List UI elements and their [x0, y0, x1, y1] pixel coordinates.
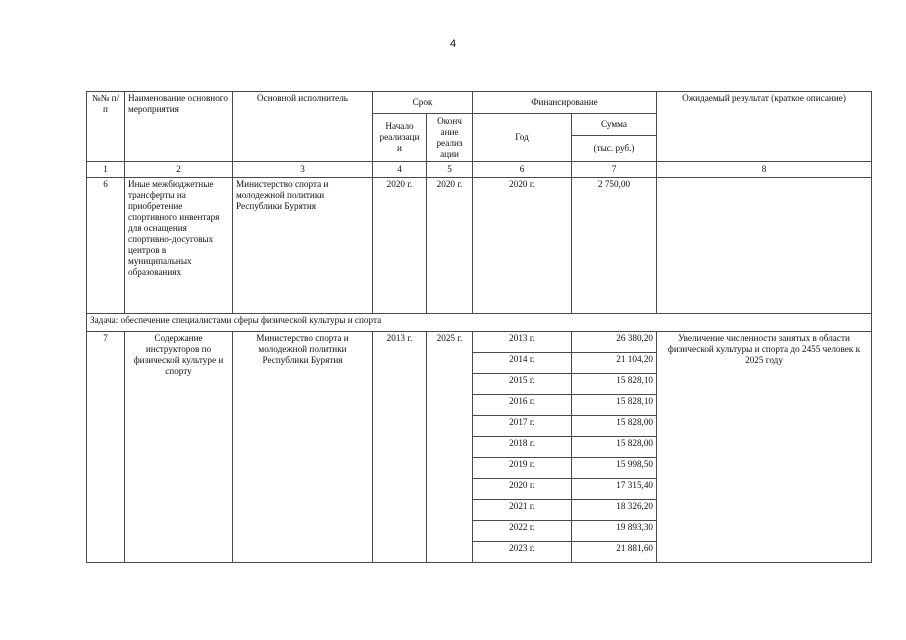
column-number: 2 — [125, 162, 233, 178]
row-end: 2025 г. — [427, 332, 473, 563]
header-executor: Основной исполнитель — [233, 92, 373, 162]
financing-year: 2017 г. — [473, 416, 572, 437]
financing-year: 2015 г. — [473, 374, 572, 395]
row-num: 6 — [87, 178, 125, 314]
financing-sum: 21 104,20 — [572, 353, 657, 374]
financing-sum: 15 998,50 — [572, 458, 657, 479]
column-number: 5 — [427, 162, 473, 178]
column-number: 7 — [572, 162, 657, 178]
financing-sum: 15 828,00 — [572, 437, 657, 458]
financing-sum: 21 881,60 — [572, 542, 657, 563]
header-sum: Сумма — [572, 114, 657, 136]
column-number: 8 — [657, 162, 872, 178]
row-executor: Министерство спорта и молодежной политики Республики Бурятия — [233, 178, 373, 314]
row-start: 2013 г. — [373, 332, 427, 563]
header-financing: Финансирование — [473, 92, 657, 114]
row-result — [657, 178, 872, 314]
financing-year: 2019 г. — [473, 458, 572, 479]
financing-year: 2013 г. — [473, 332, 572, 353]
header-result: Ожидаемый результат (краткое описание) — [657, 92, 872, 162]
financing-sum: 18 326,20 — [572, 500, 657, 521]
row-name: Иные межбюджетные трансферты на приобретение спортивного инвентаря для оснащения спортивно-досуговых центров в муниципальных образованиях — [125, 178, 233, 314]
financing-sum: 17 315,40 — [572, 479, 657, 500]
row-result: Увеличение численности занятых в области физической культуры и спорта до 2455 человек к 2025 году — [657, 332, 872, 563]
program-table — [86, 91, 872, 563]
row-end: 2020 г. — [427, 178, 473, 314]
financing-sum: 15 828,10 — [572, 374, 657, 395]
header-num: №№ п/п — [87, 92, 125, 162]
header-name: Наименование основного мероприятия — [125, 92, 233, 162]
financing-year: 2021 г. — [473, 500, 572, 521]
header-term: Срок — [373, 92, 473, 114]
column-number: 3 — [233, 162, 373, 178]
column-number: 1 — [87, 162, 125, 178]
page-number: 4 — [449, 38, 457, 50]
financing-sum: 26 380,20 — [572, 332, 657, 353]
row-executor: Министерство спорта и молодежной политики Республики Бурятия — [233, 332, 373, 563]
column-numbers-row — [87, 162, 872, 178]
header-sum-unit: (тыс. руб.) — [572, 136, 657, 162]
financing-year: 2014 г. — [473, 353, 572, 374]
column-number: 4 — [373, 162, 427, 178]
financing-year: 2020 г. — [473, 479, 572, 500]
financing-year: 2016 г. — [473, 395, 572, 416]
financing-year: 2023 г. — [473, 542, 572, 563]
header-year: Год — [473, 114, 572, 162]
header-end: Оконч ание реализ ации — [427, 114, 473, 162]
table-row — [87, 178, 872, 314]
financing-year: 2022 г. — [473, 521, 572, 542]
row-sum: 2 750,00 — [572, 178, 657, 314]
section-title: Задача: обеспечение специалистами сферы физической культуры и спорта — [87, 314, 872, 332]
row-num: 7 — [87, 332, 125, 563]
row-name: Содержание инструкторов по физической культуре и спорту — [125, 332, 233, 563]
financing-year: 2018 г. — [473, 437, 572, 458]
row-year: 2020 г. — [473, 178, 572, 314]
row-start: 2020 г. — [373, 178, 427, 314]
financing-sum: 19 893,30 — [572, 521, 657, 542]
financing-sum: 15 828,00 — [572, 416, 657, 437]
table-row — [87, 332, 872, 353]
column-number: 6 — [473, 162, 572, 178]
header-start: Начало реализаци и — [373, 114, 427, 162]
financing-sum: 15 828,10 — [572, 395, 657, 416]
